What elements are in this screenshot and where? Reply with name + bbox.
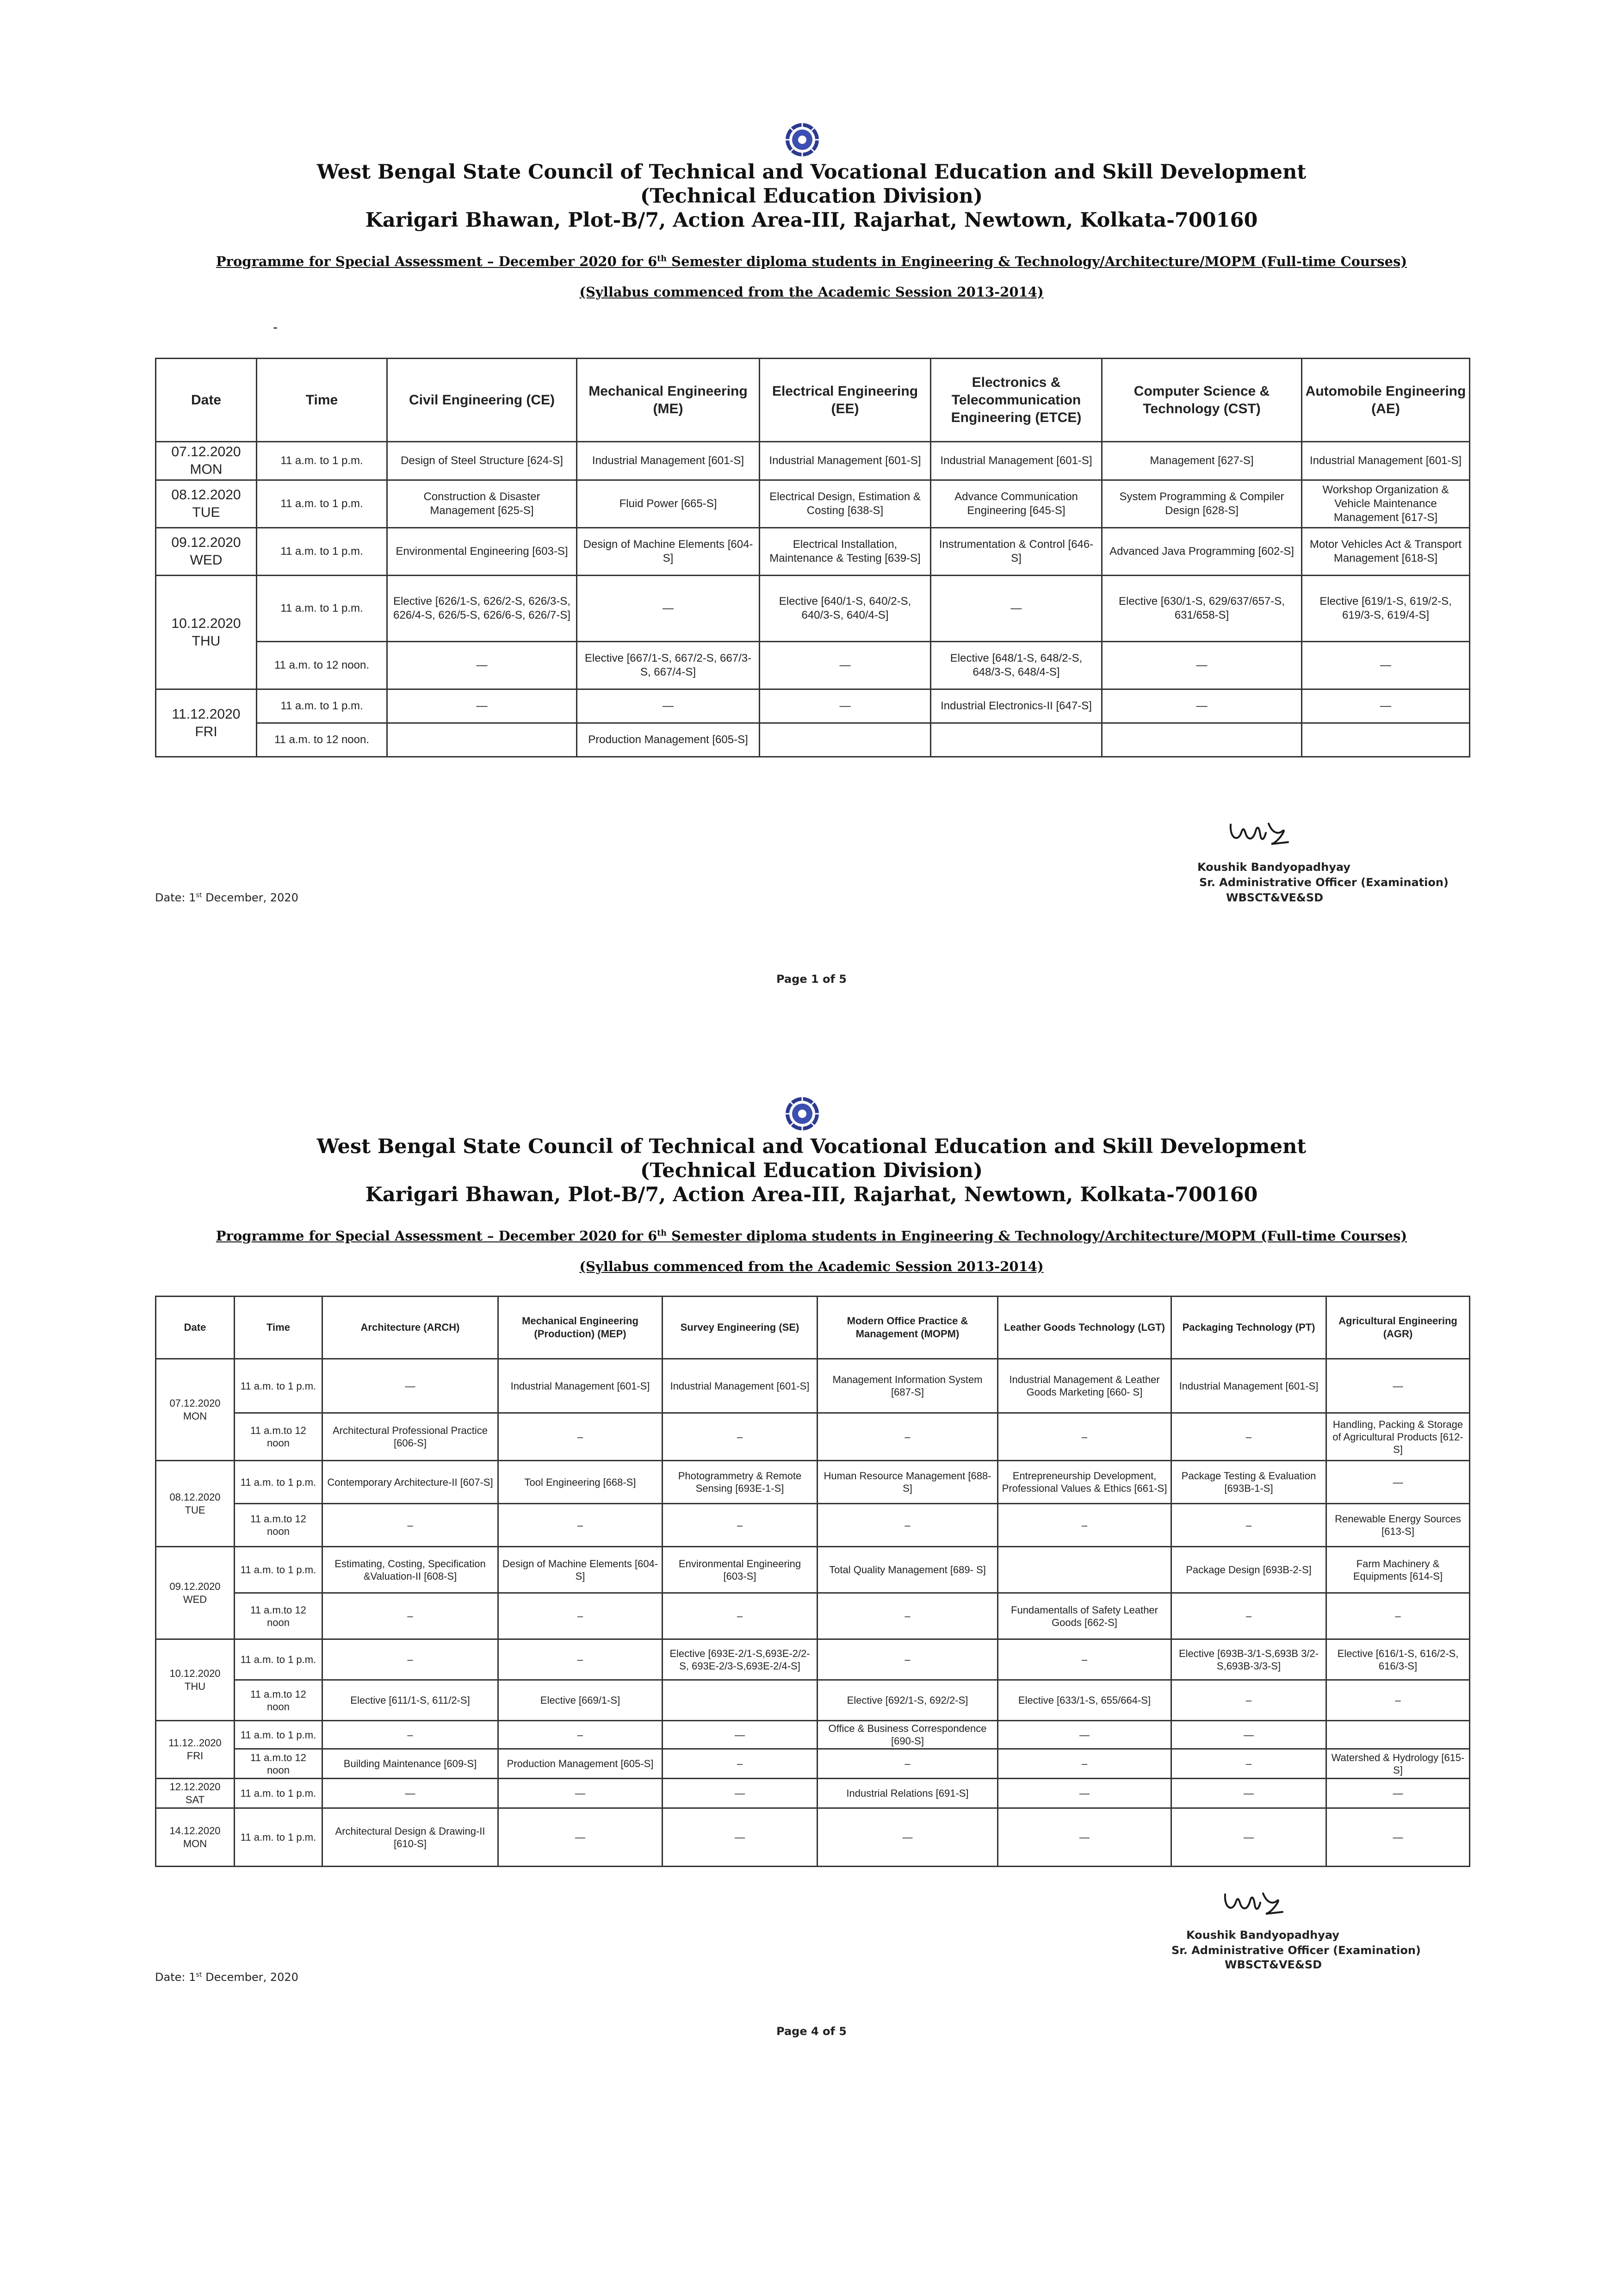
subject-cell (760, 723, 931, 757)
subject-cell: Renewable Energy Sources [613-S] (1326, 1504, 1470, 1547)
table-row (156, 442, 1470, 480)
date-cell: 14.12.2020 MON (156, 1808, 235, 1867)
subject-cell: Elective [692/1-S, 692/2-S] (818, 1680, 998, 1721)
subject-cell: — (1171, 1808, 1326, 1867)
subject-cell: — (998, 1808, 1171, 1867)
subject-cell: — (663, 1721, 818, 1749)
subject-cell: – (663, 1504, 818, 1547)
subject-cell: – (1171, 1504, 1326, 1547)
time-cell: 11 a.m. to 1 p.m. (257, 528, 387, 576)
table-row (156, 1504, 1470, 1547)
subject-cell: — (322, 1359, 498, 1413)
signatory-name: Koushik Bandyopadhyay (1186, 1929, 1339, 1942)
time-cell: 11 a.m.to 12 noon (235, 1504, 322, 1547)
subject-cell: – (998, 1504, 1171, 1547)
council-logo-icon (784, 121, 821, 158)
org-division: (Technical Education Division) (640, 1159, 983, 1182)
date-cell: 07.12.2020 MON (156, 442, 257, 480)
subject-cell: – (818, 1504, 998, 1547)
subject-cell: Elective [626/1-S, 626/2-S, 626/3-S, 626/4-S, 626/5-S, 626/6-S, 626/7-S] (387, 576, 577, 642)
signature-icon (1221, 1884, 1286, 1921)
subject-cell: – (998, 1639, 1171, 1680)
subject-cell: System Programming & Compiler Design [628-S] (1102, 480, 1302, 528)
subject-cell: – (818, 1413, 998, 1461)
signature-icon (1227, 814, 1292, 851)
subject-cell: Fundamentalls of Safety Leather Goods [662-S] (998, 1593, 1171, 1639)
subject-cell: Advance Communication Engineering [645-S] (931, 480, 1102, 528)
signatory-name: Koushik Bandyopadhyay (1197, 861, 1350, 874)
column-header: Agricultural Engineering (AGR) (1326, 1297, 1470, 1359)
org-division: (Technical Education Division) (640, 185, 983, 208)
subject-cell: — (322, 1779, 498, 1808)
subject-cell: Industrial Management [601-S] (498, 1359, 663, 1413)
subject-cell: — (818, 1808, 998, 1867)
table-row (156, 689, 1470, 723)
subject-cell: Architectural Professional Practice [606-S] (322, 1413, 498, 1461)
subject-cell: Elective [633/1-S, 655/664-S] (998, 1680, 1171, 1721)
subject-cell: Production Management [605-S] (498, 1749, 663, 1779)
subject-cell: – (818, 1749, 998, 1779)
table-row (156, 480, 1470, 528)
subject-cell: Farm Machinery & Equipments [614-S] (1326, 1547, 1470, 1593)
date-cell: 11.12.2020 FRI (156, 689, 257, 757)
subject-cell: Industrial Management [601-S] (760, 442, 931, 480)
subject-cell: — (1302, 689, 1470, 723)
subject-cell: — (760, 642, 931, 689)
subject-cell: Management Information System [687-S] (818, 1359, 998, 1413)
issue-date: Date: 1st December, 2020 (155, 1971, 298, 1984)
subject-cell: – (1171, 1680, 1326, 1721)
programme-title: Programme for Special Assessment – December 2020 for 6th Semester diploma students in Engineering & Technology/Architecture/MOPM (Full-time Courses) (216, 254, 1407, 269)
subject-cell: — (1326, 1359, 1470, 1413)
subject-cell: — (1326, 1461, 1470, 1504)
subject-cell: – (498, 1504, 663, 1547)
date-cell: 09.12.2020 WED (156, 1547, 235, 1639)
subject-cell: – (998, 1413, 1171, 1461)
issue-date: Date: 1st December, 2020 (155, 891, 298, 904)
column-header: Date (156, 359, 257, 442)
subject-cell: – (1326, 1680, 1470, 1721)
subject-cell: Elective [616/1-S, 616/2-S, 616/3-S] (1326, 1639, 1470, 1680)
subject-cell: – (1171, 1413, 1326, 1461)
page-number: Page 1 of 5 (776, 973, 847, 986)
time-cell: 11 a.m. to 1 p.m. (235, 1639, 322, 1680)
time-cell: 11 a.m. to 1 p.m. (235, 1779, 322, 1808)
subject-cell: — (1102, 689, 1302, 723)
subject-cell: — (498, 1779, 663, 1808)
subject-cell (1302, 723, 1470, 757)
column-header: Leather Goods Technology (LGT) (998, 1297, 1171, 1359)
subject-cell: — (387, 642, 577, 689)
subject-cell: — (387, 689, 577, 723)
subject-cell: – (1171, 1593, 1326, 1639)
date-cell: 09.12.2020 WED (156, 528, 257, 576)
time-cell: 11 a.m. to 12 noon. (257, 642, 387, 689)
subject-cell: – (498, 1639, 663, 1680)
date-cell: 07.12.2020 MON (156, 1359, 235, 1461)
time-cell: 11 a.m. to 12 noon. (257, 723, 387, 757)
table-row (156, 1749, 1470, 1779)
subject-cell: Elective [648/1-S, 648/2-S, 648/3-S, 648/4-S] (931, 642, 1102, 689)
subject-cell: — (577, 689, 760, 723)
schedule-table-page4 (155, 1296, 1470, 1867)
table-row (156, 1680, 1470, 1721)
subject-cell: – (498, 1413, 663, 1461)
subject-cell: — (663, 1779, 818, 1808)
subject-cell: – (498, 1721, 663, 1749)
time-cell: 11 a.m. to 1 p.m. (235, 1547, 322, 1593)
subject-cell: – (818, 1593, 998, 1639)
subject-cell: Design of Steel Structure [624-S] (387, 442, 577, 480)
subject-cell: Environmental Engineering [603-S] (387, 528, 577, 576)
subject-cell: Industrial Management & Leather Goods Marketing [660- S] (998, 1359, 1171, 1413)
table-row (156, 1639, 1470, 1680)
subject-cell: Elective [630/1-S, 629/637/657-S, 631/658-S] (1102, 576, 1302, 642)
subject-cell (1326, 1721, 1470, 1749)
subject-cell: – (1171, 1749, 1326, 1779)
signatory-title: Sr. Administrative Officer (Examination) (1199, 876, 1449, 889)
page-1 (0, 0, 1623, 1064)
time-cell: 11 a.m. to 1 p.m. (235, 1359, 322, 1413)
subject-cell: Management [627-S] (1102, 442, 1302, 480)
subject-cell: Entrepreneurship Development, Professional Values & Ethics [661-S] (998, 1461, 1171, 1504)
column-header: Packaging Technology (PT) (1171, 1297, 1326, 1359)
subject-cell: Human Resource Management [688-S] (818, 1461, 998, 1504)
time-cell: 11 a.m. to 1 p.m. (235, 1808, 322, 1867)
subject-cell: Industrial Relations [691-S] (818, 1779, 998, 1808)
subject-cell (387, 723, 577, 757)
column-header: Computer Science & Technology (CST) (1102, 359, 1302, 442)
column-header: Civil Engineering (CE) (387, 359, 577, 442)
time-cell: 11 a.m.to 12 noon (235, 1680, 322, 1721)
subject-cell: – (663, 1749, 818, 1779)
table-row (156, 1808, 1470, 1867)
subject-cell: Package Design [693B-2-S] (1171, 1547, 1326, 1593)
subject-cell: Production Management [605-S] (577, 723, 760, 757)
table-row (156, 1547, 1470, 1593)
column-header: Mechanical Engineering (ME) (577, 359, 760, 442)
subject-cell (931, 723, 1102, 757)
table-header-row (156, 359, 1470, 442)
time-cell: 11 a.m. to 1 p.m. (235, 1721, 322, 1749)
subject-cell: Industrial Management [601-S] (931, 442, 1102, 480)
signatory-org: WBSCT&VE&SD (1226, 891, 1324, 904)
column-header: Electronics & Telecommunication Engineering (ETCE) (931, 359, 1102, 442)
subject-cell: Elective [693B-3/1-S,693B 3/2-S,693B-3/3-S] (1171, 1639, 1326, 1680)
subject-cell: Industrial Management [601-S] (663, 1359, 818, 1413)
subject-cell: Office & Business Correspondence [690-S] (818, 1721, 998, 1749)
subject-cell: Architectural Design & Drawing-II [610-S] (322, 1808, 498, 1867)
table-row (156, 1359, 1470, 1413)
subject-cell: Environmental Engineering [603-S] (663, 1547, 818, 1593)
page-number: Page 4 of 5 (776, 2025, 847, 2038)
subject-cell: Elective [611/1-S, 611/2-S] (322, 1680, 498, 1721)
subject-cell: Handling, Packing & Storage of Agricultural Products [612- S] (1326, 1413, 1470, 1461)
column-header: Time (235, 1297, 322, 1359)
subject-cell: — (1171, 1721, 1326, 1749)
subject-cell: Workshop Organization & Vehicle Maintenance Management [617-S] (1302, 480, 1470, 528)
subject-cell: Package Testing & Evaluation [693B-1-S] (1171, 1461, 1326, 1504)
stray-mark: - (273, 319, 278, 335)
subject-cell: — (931, 576, 1102, 642)
subject-cell: — (663, 1808, 818, 1867)
subject-cell: Industrial Management [601-S] (577, 442, 760, 480)
subject-cell: Industrial Management [601-S] (1171, 1359, 1326, 1413)
table-header-row (156, 1297, 1470, 1359)
subject-cell: Electrical Design, Estimation & Costing [638-S] (760, 480, 931, 528)
subject-cell: Construction & Disaster Management [625-S] (387, 480, 577, 528)
subject-cell: — (1302, 642, 1470, 689)
date-cell: 10.12.2020 THU (156, 1639, 235, 1721)
column-header: Modern Office Practice & Management (MOPM) (818, 1297, 998, 1359)
time-cell: 11 a.m. to 1 p.m. (257, 442, 387, 480)
subject-cell: — (498, 1808, 663, 1867)
subject-cell: Industrial Management [601-S] (1302, 442, 1470, 480)
programme-title: Programme for Special Assessment – December 2020 for 6th Semester diploma students in Engineering & Technology/Architecture/MOPM (Full-time Courses) (216, 1228, 1407, 1244)
subject-cell: Watershed & Hydrology [615-S] (1326, 1749, 1470, 1779)
column-header: Survey Engineering (SE) (663, 1297, 818, 1359)
org-address: Karigari Bhawan, Plot-B/7, Action Area-III, Rajarhat, Newtown, Kolkata-700160 (365, 209, 1258, 232)
syllabus-note: (Syllabus commenced from the Academic Session 2013-2014) (579, 1259, 1044, 1274)
time-cell: 11 a.m. to 1 p.m. (257, 576, 387, 642)
table-row (156, 528, 1470, 576)
subject-cell (663, 1680, 818, 1721)
subject-cell: Industrial Electronics-II [647-S] (931, 689, 1102, 723)
column-header: Time (257, 359, 387, 442)
subject-cell: — (760, 689, 931, 723)
subject-cell: Photogrammetry & Remote Sensing [693E-1-S] (663, 1461, 818, 1504)
subject-cell: Contemporary Architecture-II [607-S] (322, 1461, 498, 1504)
table-row (156, 1779, 1470, 1808)
council-logo-icon (784, 1095, 821, 1132)
subject-cell: Advanced Java Programming [602-S] (1102, 528, 1302, 576)
subject-cell: Elective [619/1-S, 619/2-S, 619/3-S, 619/4-S] (1302, 576, 1470, 642)
syllabus-note: (Syllabus commenced from the Academic Session 2013-2014) (579, 284, 1044, 300)
time-cell: 11 a.m. to 1 p.m. (235, 1461, 322, 1504)
subject-cell: Elective [640/1-S, 640/2-S, 640/3-S, 640/4-S] (760, 576, 931, 642)
subject-cell: – (322, 1721, 498, 1749)
subject-cell: – (998, 1749, 1171, 1779)
subject-cell: Elective [669/1-S] (498, 1680, 663, 1721)
column-header: Date (156, 1297, 235, 1359)
date-cell: 08.12.2020 TUE (156, 1461, 235, 1547)
time-cell: 11 a.m.to 12 noon (235, 1593, 322, 1639)
signatory-org: WBSCT&VE&SD (1225, 1958, 1322, 1971)
date-cell: 08.12.2020 TUE (156, 480, 257, 528)
subject-cell: – (1326, 1593, 1470, 1639)
table-row (156, 1593, 1470, 1639)
table-row (156, 642, 1470, 689)
subject-cell: Building Maintenance [609-S] (322, 1749, 498, 1779)
subject-cell: – (322, 1639, 498, 1680)
subject-cell: — (1102, 642, 1302, 689)
subject-cell: Motor Vehicles Act & Transport Management [618-S] (1302, 528, 1470, 576)
subject-cell: Elective [693E-2/1-S,693E-2/2-S, 693E-2/3-S,693E-2/4-S] (663, 1639, 818, 1680)
table-row (156, 576, 1470, 642)
time-cell: 11 a.m.to 12 noon (235, 1413, 322, 1461)
subject-cell: — (1326, 1808, 1470, 1867)
subject-cell: Design of Machine Elements [604-S] (498, 1547, 663, 1593)
subject-cell: – (818, 1639, 998, 1680)
date-cell: 10.12.2020 THU (156, 576, 257, 689)
column-header: Electrical Engineering (EE) (760, 359, 931, 442)
subject-cell: – (322, 1593, 498, 1639)
subject-cell: – (663, 1413, 818, 1461)
subject-cell: Fluid Power [665-S] (577, 480, 760, 528)
time-cell: 11 a.m.to 12 noon (235, 1749, 322, 1779)
subject-cell: Tool Engineering [668-S] (498, 1461, 663, 1504)
table-row (156, 1461, 1470, 1504)
column-header: Architecture (ARCH) (322, 1297, 498, 1359)
time-cell: 11 a.m. to 1 p.m. (257, 480, 387, 528)
subject-cell: – (663, 1593, 818, 1639)
table-row (156, 1413, 1470, 1461)
subject-cell: Electrical Installation, Maintenance & Testing [639-S] (760, 528, 931, 576)
subject-cell (1102, 723, 1302, 757)
subject-cell: — (998, 1779, 1171, 1808)
subject-cell: — (998, 1721, 1171, 1749)
subject-cell: — (1326, 1779, 1470, 1808)
table-row (156, 1721, 1470, 1749)
signatory-title: Sr. Administrative Officer (Examination) (1171, 1944, 1421, 1957)
column-header: Automobile Engineering (AE) (1302, 359, 1470, 442)
subject-cell (998, 1547, 1171, 1593)
date-cell: 12.12.2020 SAT (156, 1779, 235, 1808)
time-cell: 11 a.m. to 1 p.m. (257, 689, 387, 723)
column-header: Mechanical Engineering (Production) (MEP) (498, 1297, 663, 1359)
org-name: West Bengal State Council of Technical and Vocational Education and Skill Development (316, 1135, 1307, 1158)
org-address: Karigari Bhawan, Plot-B/7, Action Area-III, Rajarhat, Newtown, Kolkata-700160 (365, 1183, 1258, 1206)
subject-cell: Elective [667/1-S, 667/2-S, 667/3-S, 667/4-S] (577, 642, 760, 689)
subject-cell: – (498, 1593, 663, 1639)
subject-cell: Instrumentation & Control [646-S] (931, 528, 1102, 576)
subject-cell: Estimating, Costing, Specification &Valuation-II [608-S] (322, 1547, 498, 1593)
schedule-table-page1 (155, 358, 1470, 757)
subject-cell: — (577, 576, 760, 642)
subject-cell: — (1171, 1779, 1326, 1808)
subject-cell: Design of Machine Elements [604-S] (577, 528, 760, 576)
subject-cell: Total Quality Management [689- S] (818, 1547, 998, 1593)
org-name: West Bengal State Council of Technical and Vocational Education and Skill Development (316, 161, 1307, 184)
date-cell: 11.12..2020 FRI (156, 1721, 235, 1779)
table-row (156, 723, 1470, 757)
subject-cell: – (322, 1504, 498, 1547)
